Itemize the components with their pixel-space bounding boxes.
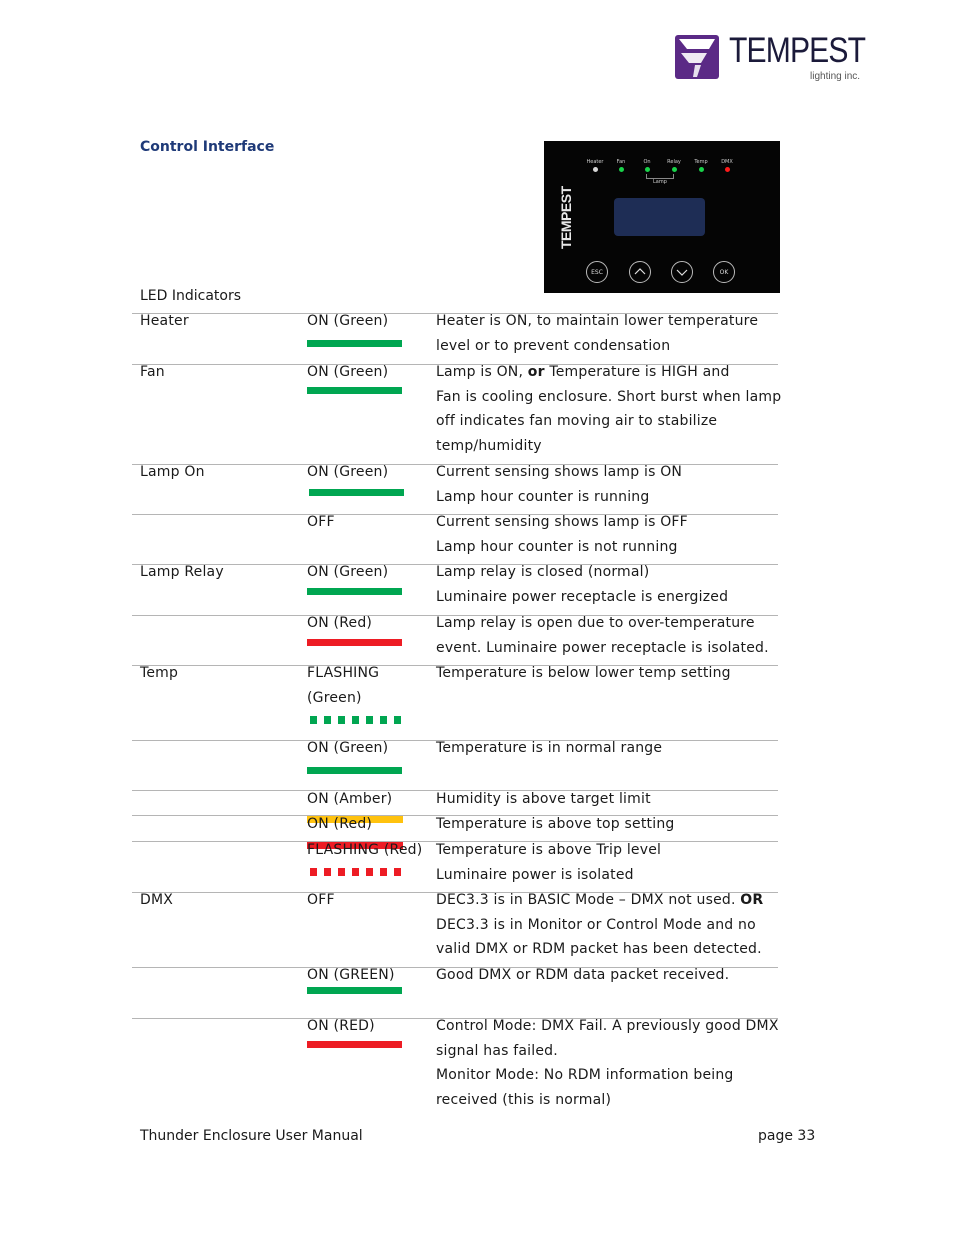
indicator-description-line: Lamp relay is open due to over-temperature bbox=[436, 615, 755, 631]
indicator-state: ON (Green) bbox=[307, 364, 389, 380]
indicator-description-line: Humidity is above target limit bbox=[436, 791, 651, 807]
indicator-name: Temp bbox=[140, 665, 179, 681]
color-marker-bar bbox=[309, 489, 404, 496]
footer-title: Thunder Enclosure User Manual bbox=[140, 1128, 363, 1144]
panel-led-label: Heater bbox=[586, 159, 604, 165]
flash-dot bbox=[310, 716, 317, 724]
indicator-state: ON (Green) bbox=[307, 464, 389, 480]
indicator-description-line bbox=[436, 360, 730, 385]
indicator-description-line: Luminaire power is isolated bbox=[436, 866, 634, 883]
flash-dot bbox=[380, 868, 387, 876]
logo-wordmark: TEMPEST bbox=[729, 31, 866, 70]
panel-led-label: On bbox=[643, 159, 651, 165]
color-marker-bar bbox=[307, 588, 402, 595]
panel-led-label: Fan bbox=[616, 159, 626, 165]
indicator-description-line: Heater is ON, to maintain lower temperature bbox=[436, 313, 759, 329]
panel-led-label: Temp bbox=[694, 159, 708, 165]
indicator-state: ON (Amber) bbox=[307, 791, 393, 807]
color-marker-bar bbox=[307, 639, 402, 646]
indicator-state: ON (Green) bbox=[307, 740, 389, 756]
indicator-state: ON (GREEN) bbox=[307, 967, 395, 983]
up-button bbox=[629, 261, 651, 283]
indicator-description-line: Lamp hour counter is running bbox=[436, 488, 650, 505]
indicator-state: FLASHING bbox=[307, 665, 380, 681]
page-label: page bbox=[758, 1128, 793, 1144]
indicator-description-line: Monitor Mode: No RDM information being bbox=[436, 1067, 734, 1084]
flash-dot bbox=[352, 868, 359, 876]
indicator-state: FLASHING (Red) bbox=[307, 842, 423, 858]
indicator-description-line: Temperature is below lower temp setting bbox=[436, 665, 731, 681]
indicator-description-line: Control Mode: DMX Fail. A previously good DMX bbox=[436, 1018, 779, 1034]
indicator-state: ON (RED) bbox=[307, 1018, 375, 1034]
flash-dot bbox=[338, 868, 345, 876]
panel-led-dot bbox=[619, 167, 624, 172]
emphasis-text: OR bbox=[740, 892, 764, 908]
indicator-description-line: off indicates fan moving air to stabilize bbox=[436, 413, 718, 430]
flash-dot bbox=[394, 716, 401, 724]
indicator-state: ON (Green) bbox=[307, 564, 389, 580]
indicator-name: Lamp On bbox=[140, 464, 205, 480]
esc-button: ESC bbox=[586, 261, 608, 283]
indicator-description-line: event. Luminaire power receptacle is isolated. bbox=[436, 639, 769, 656]
tempest-logo-mark-icon bbox=[673, 33, 721, 81]
indicator-description-line: level or to prevent condensation bbox=[436, 337, 671, 354]
indicator-description-line: received (this is normal) bbox=[436, 1092, 612, 1109]
panel-brand: TEMPEST bbox=[558, 186, 574, 249]
indicator-name: Fan bbox=[140, 364, 165, 380]
color-marker-bar bbox=[307, 767, 402, 774]
flash-dot bbox=[310, 868, 317, 876]
indicator-name: Heater bbox=[140, 313, 189, 329]
indicator-description-line: Temperature is in normal range bbox=[436, 740, 663, 756]
indicator-description-line: Fan is cooling enclosure. Short burst when lamp bbox=[436, 388, 782, 405]
description-text: Temperature is HIGH and bbox=[544, 364, 730, 380]
description-text: DEC3.3 is in BASIC Mode – DMX not used. bbox=[436, 892, 741, 908]
indicator-description-line: valid DMX or RDM packet has been detected. bbox=[436, 941, 762, 958]
color-marker-bar bbox=[307, 340, 402, 347]
panel-led-dot bbox=[725, 167, 730, 172]
flash-dot bbox=[324, 716, 331, 724]
chevron-down-icon bbox=[672, 262, 692, 282]
indicator-description-line: DEC3.3 is in Monitor or Control Mode and no bbox=[436, 916, 756, 933]
panel-led-dot bbox=[699, 167, 704, 172]
indicator-name: DMX bbox=[140, 892, 174, 908]
flash-dot bbox=[366, 868, 373, 876]
indicator-description-line: temp/humidity bbox=[436, 438, 542, 455]
down-button bbox=[671, 261, 693, 283]
emphasis-text: or bbox=[527, 364, 545, 380]
flash-dot bbox=[380, 716, 387, 724]
flash-dot bbox=[394, 868, 401, 876]
panel-led-label: DMX bbox=[721, 159, 733, 165]
tempest-logo bbox=[673, 33, 868, 85]
indicator-state: OFF bbox=[307, 892, 335, 908]
indicator-state: (Green) bbox=[307, 689, 362, 706]
flashing-marker bbox=[310, 716, 402, 724]
panel-led-dot bbox=[672, 167, 677, 172]
indicator-state: ON (Red) bbox=[307, 816, 373, 832]
indicator-description-line: Temperature is above top setting bbox=[436, 816, 675, 832]
flash-dot bbox=[338, 716, 345, 724]
led-indicators-heading: LED Indicators bbox=[140, 288, 242, 304]
indicator-name: Lamp Relay bbox=[140, 564, 224, 580]
flash-dot bbox=[324, 868, 331, 876]
flash-dot bbox=[352, 716, 359, 724]
panel-led-label: Relay bbox=[667, 159, 681, 165]
chevron-up-icon bbox=[630, 262, 650, 282]
panel-led-dot bbox=[593, 167, 598, 172]
indicator-description-line: Current sensing shows lamp is OFF bbox=[436, 514, 688, 530]
ok-button: OK bbox=[713, 261, 735, 283]
color-marker-bar bbox=[307, 387, 402, 394]
page-number: 33 bbox=[797, 1128, 816, 1144]
indicator-description-line: Good DMX or RDM data packet received. bbox=[436, 967, 730, 983]
indicator-description-line bbox=[436, 888, 763, 913]
lamp-label: Lamp bbox=[653, 179, 667, 185]
indicator-state: OFF bbox=[307, 514, 335, 530]
section-title: Control Interface bbox=[140, 139, 275, 155]
indicator-description-line: Current sensing shows lamp is ON bbox=[436, 464, 683, 480]
indicator-description-line: Luminaire power receptacle is energized bbox=[436, 588, 729, 605]
indicator-description-line: Lamp hour counter is not running bbox=[436, 538, 678, 555]
flash-dot bbox=[366, 716, 373, 724]
color-marker-bar bbox=[307, 987, 402, 994]
color-marker-bar bbox=[307, 1041, 402, 1048]
indicator-state: ON (Green) bbox=[307, 313, 389, 329]
indicator-description-line: signal has failed. bbox=[436, 1042, 558, 1059]
indicator-state: ON (Red) bbox=[307, 615, 373, 631]
flashing-marker bbox=[310, 868, 402, 876]
indicator-description-line: Temperature is above Trip level bbox=[436, 842, 662, 858]
logo-subtitle: lighting inc. bbox=[810, 71, 861, 82]
description-text: Lamp is ON, bbox=[436, 364, 528, 380]
control-panel-image bbox=[544, 141, 780, 293]
footer-page bbox=[758, 1128, 815, 1144]
indicator-description-line: Lamp relay is closed (normal) bbox=[436, 564, 650, 580]
lcd-screen bbox=[614, 198, 705, 236]
panel-led-dot bbox=[645, 167, 650, 172]
